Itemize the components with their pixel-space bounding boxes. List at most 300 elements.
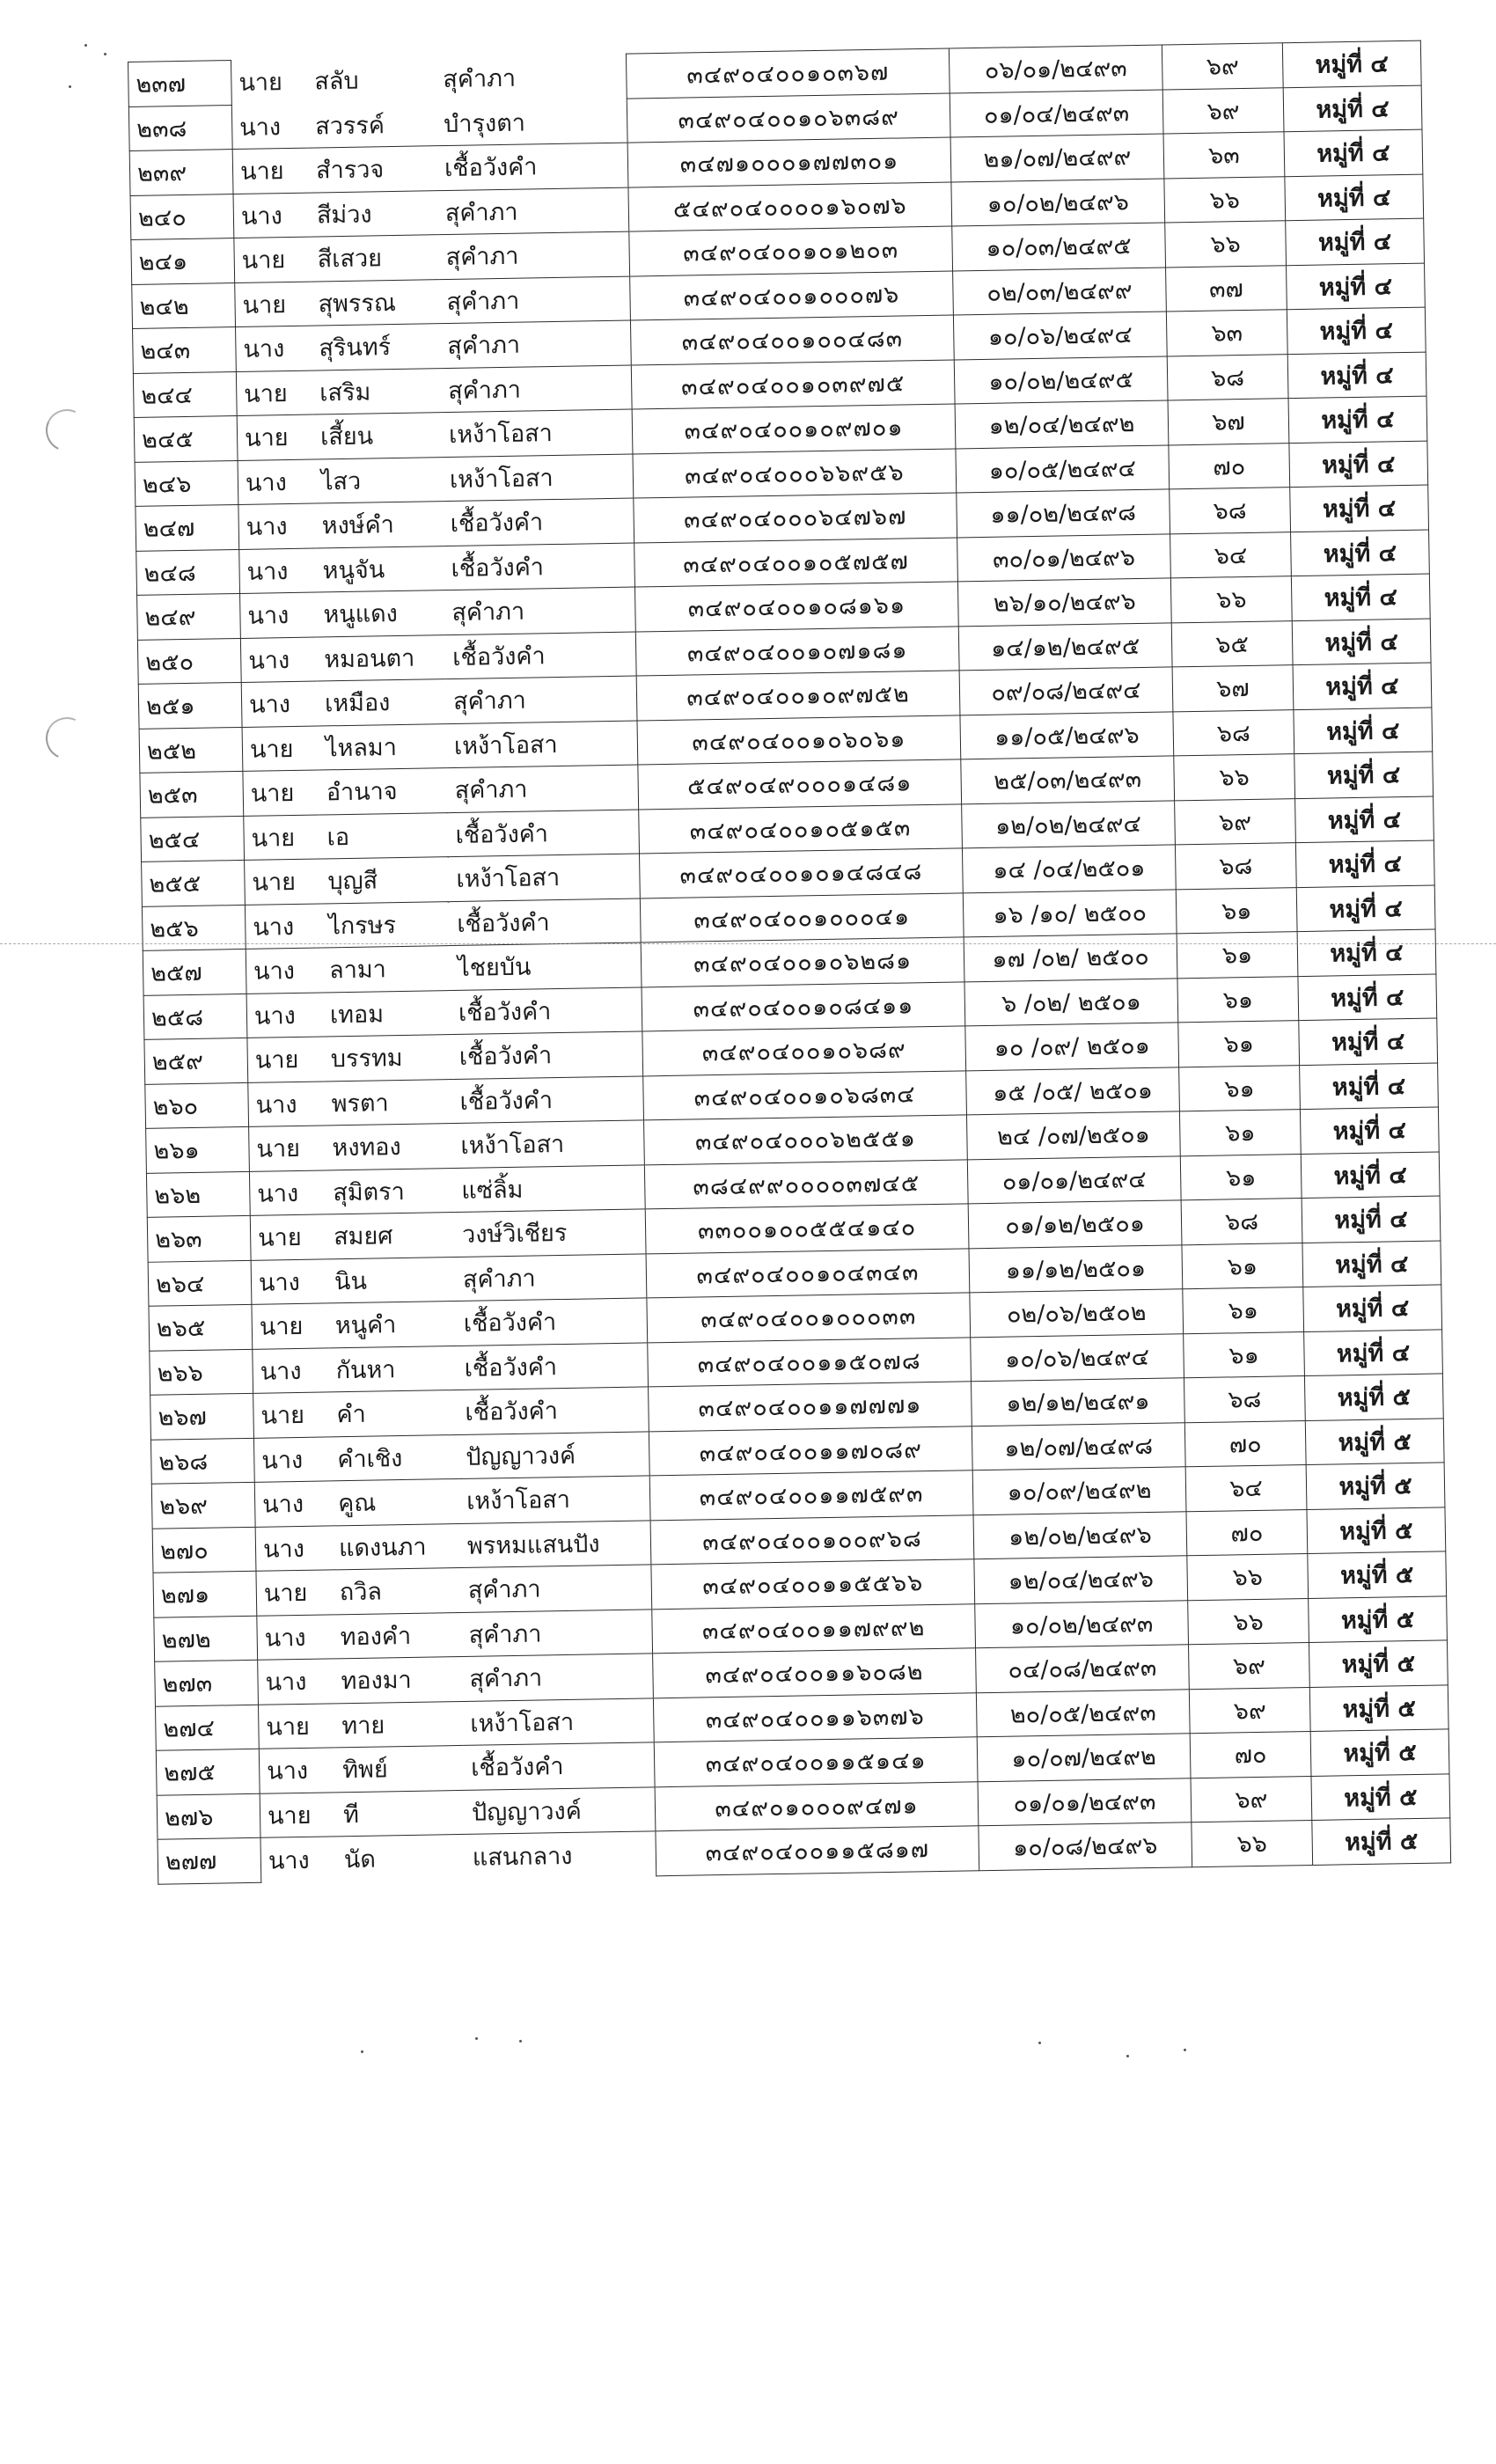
village-number-cell: หมู่ที่ ๔: [1304, 1329, 1443, 1375]
first-name-cell: เสริม: [312, 368, 442, 414]
name-title-cell: นาง: [253, 1347, 329, 1393]
birth-date-cell: ๐๒/๐๖/๒๕๐๒: [970, 1289, 1184, 1338]
birth-date-cell: ๑๐/๐๓/๒๔๙๕: [952, 223, 1166, 271]
first-name-cell: สลับ: [314, 67, 359, 96]
age-cell: ๖๖: [1165, 221, 1287, 268]
citizen-id-cell: ๓๔๙๐๔๐๐๑๐๐๔๘๓: [630, 315, 954, 365]
last-name-cell: เหง้าโอสา: [442, 409, 633, 457]
first-name-cell: หนูแดง: [316, 590, 445, 637]
age-cell: ๖๘: [1173, 709, 1294, 756]
age-cell: ๖๑: [1176, 887, 1297, 934]
citizen-id-cell: ๓๔๙๐๔๐๐๑๑๖๐๘๒: [653, 1648, 977, 1698]
name-title-cell: นาง: [251, 1258, 327, 1304]
row-number-cell: ๒๕๑: [138, 682, 242, 728]
binder-punch-hole: [40, 403, 94, 458]
village-number-cell: หมู่ที่ ๔: [1301, 1151, 1440, 1198]
last-name-cell: สุคำภา: [443, 64, 517, 94]
village-number-cell: หมู่ที่ ๔: [1291, 574, 1430, 620]
roster-table-body: [128, 40, 1451, 1884]
last-name-cell: พรหมแสนปัง: [460, 1520, 651, 1567]
last-name-cell: เชื้อวังคำ: [443, 498, 634, 546]
scan-speck: [84, 44, 87, 47]
citizen-id-cell: ๓๔๙๐๔๐๐๑๑๗๗๗๑: [649, 1382, 972, 1432]
row-number-cell: ๒๕๖: [142, 905, 246, 950]
citizen-id-cell: ๓๔๙๐๔๐๐๐๖๖๙๕๖: [633, 448, 957, 498]
last-name-cell: สุคำภา: [447, 765, 638, 812]
birth-date-cell: ๒๕/๐๓/๒๔๙๓: [961, 756, 1175, 804]
first-name-cell: คำ: [329, 1390, 458, 1436]
age-cell: ๖๑: [1182, 1243, 1303, 1289]
first-name-cell: ทาย: [334, 1701, 464, 1748]
birth-date-cell: ๑๖ /๑๐/ ๒๕๐๐: [963, 889, 1177, 937]
first-name-cell: สีเสวย: [310, 235, 439, 282]
row-number-cell: ๒๔๓: [133, 327, 237, 373]
age-cell: ๖๖: [1170, 576, 1292, 623]
row-number-cell: ๒๖๓: [147, 1215, 251, 1261]
name-title-cell: นาง: [238, 503, 315, 549]
name-title-cell: นาง: [253, 1436, 330, 1482]
birth-date-cell: ๑๐/๐๘/๒๔๙๖: [979, 1822, 1192, 1871]
village-number-cell: หมู่ที่ ๕: [1310, 1729, 1449, 1776]
row-number-cell: ๒๖๑: [146, 1126, 250, 1172]
citizen-id-cell: ๓๔๙๐๔๐๐๑๑๗๕๙๓: [649, 1470, 973, 1521]
citizen-id-cell: ๓๔๙๐๔๐๐๐๖๒๕๕๑: [644, 1115, 968, 1165]
first-name-cell: หงทอง: [325, 1124, 454, 1170]
village-number-cell: หมู่ที่ ๔: [1299, 1018, 1438, 1065]
name-title-cell: นาย: [253, 1392, 330, 1438]
row-number-cell: ๒๔๗: [136, 504, 239, 550]
citizen-id-cell: ๓๔๙๐๔๐๐๐๖๔๗๖๗: [634, 493, 957, 543]
row-number-cell: ๒๗๒: [154, 1616, 258, 1661]
last-name-cell: แซ่ลิ้ม: [454, 1164, 645, 1212]
citizen-id-cell: ๓๔๙๐๔๐๐๑๑๕๐๗๘: [648, 1337, 972, 1387]
village-number-cell: หมู่ที่ ๔: [1286, 218, 1425, 265]
birth-date-cell: ๒๑/๐๗/๒๔๙๙: [950, 134, 1164, 182]
name-title-cell: นาง: [255, 1525, 332, 1571]
age-cell: ๖๙: [1175, 798, 1296, 845]
first-name-cell: ไหลมา: [319, 723, 448, 770]
citizen-id-cell: ๓๔๙๐๔๐๐๑๐๐๐๗๖: [630, 270, 954, 320]
age-cell: ๖๑: [1184, 1331, 1305, 1378]
age-cell: ๖๖: [1174, 754, 1295, 801]
first-name-cell: นัด: [343, 1845, 377, 1874]
birth-date-cell: ๐๑/๐๑/๒๔๙๓: [978, 1778, 1192, 1826]
name-title-cell: นาย: [243, 770, 319, 816]
last-name-cell: วงษ์วิเชียร: [455, 1209, 646, 1257]
birth-date-cell: ๐๙/๐๘/๒๔๙๔: [959, 667, 1173, 715]
last-name-cell: ปัญญาวงค์: [458, 1431, 649, 1478]
first-name-cell: อำนาจ: [319, 768, 448, 815]
row-number-cell: ๒๖๐: [145, 1082, 249, 1128]
citizen-id-cell: ๓๔๙๐๔๐๐๑๐๐๐๔๑: [640, 892, 964, 942]
scan-speck: [361, 2050, 363, 2053]
village-number-cell: หมู่ที่ ๔: [1287, 352, 1426, 399]
first-name-cell: ไกรษร: [321, 901, 451, 948]
birth-date-cell: ๐๑/๑๒/๒๕๐๑: [968, 1200, 1182, 1249]
birth-date-cell: ๐๔/๐๘/๒๔๙๓: [976, 1645, 1190, 1693]
village-number-cell: หมู่ที่ ๔: [1285, 174, 1424, 221]
first-name-cell: เทอม: [323, 990, 452, 1037]
birth-date-cell: ๐๖/๐๑/๒๔๙๓: [949, 45, 1162, 93]
last-name-cell: แสนกลาง: [472, 1842, 573, 1872]
row-number-cell: ๒๖๘: [150, 1438, 254, 1484]
last-name-cell: สุคำภา: [446, 676, 637, 723]
first-name-cell: ทิพย์: [335, 1745, 465, 1792]
name-title-cell: นาย: [252, 1303, 328, 1349]
citizen-id-cell: ๓๔๙๐๔๐๐๑๐๓๖๗: [626, 48, 950, 99]
citizen-id-cell: ๓๔๙๐๔๐๐๑๐๖๒๘๑: [641, 937, 964, 987]
row-number-cell: ๒๗๔: [155, 1705, 259, 1750]
row-number-cell: ๒๔๘: [136, 549, 240, 595]
age-cell: ๖๑: [1183, 1287, 1304, 1334]
last-name-cell: สุคำภา: [438, 231, 629, 279]
village-number-cell: หมู่ที่ ๔: [1294, 708, 1433, 754]
citizen-id-cell: ๓๔๙๐๔๐๐๑๐๖๘๙: [642, 1026, 966, 1076]
citizen-id-cell: ๓๔๙๐๔๐๐๑๑๗๙๙๒: [652, 1603, 976, 1654]
citizen-id-cell: ๓๔๙๐๔๐๐๑๐๖๘๓๔: [643, 1070, 967, 1120]
village-number-cell: หมู่ที่ ๔: [1292, 619, 1431, 665]
first-name-cell: นิน: [327, 1257, 457, 1303]
birth-date-cell: ๑๗ /๐๒/ ๒๕๐๐: [964, 934, 1177, 982]
birth-date-cell: ๑๒/๐๒/๒๔๙๖: [973, 1511, 1187, 1559]
first-name-cell: เหมือง: [318, 679, 447, 726]
row-number-cell: ๒๔๑: [131, 238, 235, 284]
last-name-cell: สุคำภา: [462, 1654, 653, 1701]
village-number-cell: หมู่ที่ ๕: [1312, 1818, 1451, 1865]
last-name-cell: เชื้อวังคำ: [437, 143, 628, 190]
row-number-cell: ๒๓๗: [128, 61, 232, 106]
row-number-cell: ๒๖๕: [149, 1304, 253, 1350]
age-cell: ๖๘: [1167, 354, 1288, 400]
last-name-cell: เหง้าโอสา: [459, 1476, 650, 1523]
birth-date-cell: ๑๐/๐๒/๒๔๙๕: [954, 356, 1168, 404]
name-title-cell: นาย: [250, 1214, 326, 1260]
scan-speck: [1126, 2055, 1129, 2057]
citizen-id-cell: ๓๔๙๐๔๐๐๑๑๖๓๗๖: [653, 1692, 977, 1742]
last-name-cell: เชื้อวังคำ: [452, 1075, 643, 1123]
village-number-cell: หมู่ที่ ๕: [1304, 1374, 1443, 1420]
row-number-cell: ๒๔๖: [135, 460, 238, 506]
last-name-cell: เหง้าโอสา: [463, 1698, 654, 1745]
last-name-cell: สุคำภา: [460, 1565, 651, 1612]
roster-table-container: [128, 42, 1419, 1884]
citizen-id-cell: ๓๔๙๐๔๐๐๑๐๐๙๖๘: [650, 1514, 974, 1565]
name-title-cell: นาย: [247, 1037, 324, 1082]
birth-date-cell: ๑๐/๐๕/๒๔๙๔: [956, 444, 1170, 493]
last-name-cell: เหง้าโอสา: [453, 1120, 644, 1168]
name-title-cell: นาง: [233, 193, 310, 238]
name-title-cell: นาง: [246, 992, 323, 1038]
name-title-cell: นาย: [234, 237, 311, 282]
citizen-id-cell: ๓๔๙๐๔๐๐๑๑๕๘๑๗: [656, 1826, 979, 1876]
row-number-cell: ๒๗๓: [155, 1660, 259, 1705]
birth-date-cell: ๑๐/๐๖/๒๔๙๔: [971, 1333, 1184, 1382]
row-number-cell: ๒๔๕: [134, 415, 238, 461]
village-number-cell: หมู่ที่ ๔: [1302, 1196, 1441, 1243]
age-cell: ๖๙: [1189, 1687, 1310, 1734]
birth-date-cell: ๑๒/๐๒/๒๔๙๔: [962, 800, 1176, 848]
age-cell: ๖๑: [1177, 932, 1298, 979]
first-name-cell: หมอนตา: [317, 634, 446, 681]
village-number-cell: หมู่ที่ ๕: [1309, 1684, 1448, 1731]
name-title-cell: นาย: [236, 370, 312, 416]
village-number-cell: หมู่ที่ ๔: [1295, 796, 1434, 843]
name-title-cell: นาง: [268, 1846, 310, 1875]
age-cell: ๖๑: [1180, 1154, 1302, 1200]
name-title-cell: นาย: [244, 814, 320, 860]
row-number-cell: ๒๕๓: [140, 771, 244, 817]
citizen-id-cell: ๓๔๙๐๔๐๐๑๐๘๔๑๑: [642, 981, 965, 1031]
birth-date-cell: ๒๖/๑๐/๒๔๙๖: [957, 578, 1171, 627]
age-cell: ๗๐: [1169, 443, 1290, 489]
village-number-cell: หมู่ที่ ๔: [1290, 485, 1429, 532]
age-cell: ๖๔: [1185, 1465, 1307, 1512]
village-number-cell: หมู่ที่ ๕: [1308, 1551, 1447, 1598]
last-name-cell: สุคำภา: [456, 1253, 647, 1301]
first-name-cell: สมยศ: [326, 1213, 456, 1259]
age-cell: ๖๑: [1179, 1065, 1301, 1111]
village-number-cell: หมู่ที่ ๔: [1287, 307, 1426, 354]
row-number-cell: ๒๗๐: [152, 1527, 256, 1573]
age-cell: ๖๖: [1164, 176, 1286, 223]
age-cell: ๖๘: [1184, 1376, 1305, 1423]
name-title-cell: นาย: [242, 726, 319, 772]
last-name-cell: สุคำภา: [440, 320, 631, 368]
village-number-cell: หมู่ที่ ๔: [1302, 1240, 1441, 1287]
village-number-cell: หมู่ที่ ๕: [1305, 1418, 1444, 1464]
last-name-cell: เหง้าโอสา: [442, 454, 633, 502]
row-number-cell: ๒๕๔: [141, 816, 245, 862]
citizen-id-cell: ๓๔๙๐๔๐๐๑๐๔๓๔๓: [646, 1248, 970, 1298]
binder-punch-hole: [40, 711, 94, 766]
first-name-cell: ลามา: [322, 946, 451, 993]
first-name-cell: หนูจัน: [315, 546, 444, 592]
first-name-cell: หงษ์คำ: [314, 502, 444, 548]
birth-date-cell: ๑๕ /๐๕/ ๒๕๐๑: [966, 1067, 1180, 1115]
age-cell: ๖๗: [1172, 665, 1294, 712]
row-number-cell: ๒๖๙: [151, 1482, 255, 1528]
birth-date-cell: ๑๐/๐๙/๒๔๙๒: [972, 1467, 1186, 1515]
age-cell: ๖๑: [1178, 1021, 1300, 1067]
last-name-cell: ไชยบัน: [451, 942, 642, 990]
citizen-id-cell: ๓๔๗๑๐๐๐๑๗๗๓๐๑: [627, 137, 951, 187]
citizen-id-cell: ๓๔๙๐๔๐๐๑๐๑๔๘๔๘: [640, 848, 964, 898]
citizen-id-cell: ๓๔๙๐๔๐๐๑๐๓๙๗๕: [631, 359, 955, 409]
name-title-cell: นาง: [254, 1481, 331, 1527]
age-cell: ๗๐: [1190, 1731, 1311, 1778]
birth-date-cell: ๐๑/๐๑/๒๔๙๔: [967, 1155, 1181, 1204]
village-number-cell: หมู่ที่ ๔: [1300, 1062, 1439, 1109]
village-number-cell: หมู่ที่ ๔: [1297, 929, 1436, 976]
first-name-cell: สำรวจ: [309, 146, 438, 193]
age-cell: ๖๘: [1175, 843, 1296, 890]
last-name-cell: สุคำภา: [437, 187, 628, 235]
name-title-cell: นาง: [236, 326, 312, 371]
birth-date-cell: ๑๒/๐๗/๒๔๙๘: [972, 1422, 1185, 1470]
last-name-cell: สุคำภา: [439, 276, 630, 324]
age-cell: ๖๘: [1181, 1199, 1302, 1245]
name-title-cell: นาง: [257, 1614, 334, 1660]
citizen-id-cell: ๓๔๙๐๔๐๐๑๐๙๗๕๒: [636, 671, 960, 721]
first-name-cell: ทองคำ: [333, 1612, 462, 1659]
village-number-cell: หมู่ที่ ๔: [1293, 663, 1432, 709]
last-name-cell: สุคำภา: [441, 365, 632, 413]
age-cell: ๖๘: [1170, 488, 1291, 534]
citizen-id-cell: ๓๔๙๐๔๐๐๑๐๗๑๘๑: [635, 626, 959, 676]
row-number-cell: ๒๕๒: [139, 727, 243, 773]
citizen-id-cell: ๕๔๙๐๔๐๐๐๐๑๖๐๗๖: [628, 182, 952, 232]
citizen-id-cell: ๓๔๙๐๔๐๐๑๐๙๗๐๑: [632, 404, 956, 454]
citizen-id-cell: ๓๔๙๐๔๐๐๑๐๘๑๖๑: [634, 582, 958, 632]
last-name-cell: เชื้อวังคำ: [457, 1342, 648, 1390]
name-title-cell: นาง: [248, 1081, 325, 1126]
birth-date-cell: ๑๒/๐๔/๒๔๙๒: [955, 400, 1169, 449]
last-name-cell: สุคำภา: [461, 1609, 652, 1656]
last-name-cell: เชื้อวังคำ: [445, 632, 636, 679]
age-cell: ๖๓: [1166, 310, 1287, 356]
row-number-cell: ๒๗๗: [158, 1837, 261, 1883]
village-number-cell: หมู่ที่ ๔: [1303, 1285, 1442, 1331]
citizen-id-cell: ๕๔๙๐๔๙๐๐๐๑๔๘๑: [638, 759, 962, 810]
village-number-cell: หมู่ที่ ๔: [1284, 129, 1423, 176]
scan-speck: [104, 53, 106, 55]
last-name-cell: เชื้อวังคำ: [451, 1031, 642, 1079]
name-title-cell: นาง: [259, 1748, 335, 1793]
first-name-cell: ไสว: [314, 457, 444, 503]
first-name-cell: สวรรค์: [308, 101, 437, 148]
name-title-cell: นาย: [235, 282, 312, 327]
name-title-cell: นาย: [237, 414, 313, 460]
birth-date-cell: ๒๐/๐๕/๒๔๙๓: [976, 1689, 1190, 1737]
row-number-cell: ๒๔๒: [132, 282, 236, 328]
village-number-cell: หมู่ที่ ๔: [1287, 263, 1426, 310]
row-number-cell: ๒๕๗: [143, 949, 246, 994]
name-title-cell: นาย: [238, 69, 283, 98]
name-title-cell: นาย: [249, 1126, 326, 1171]
last-name-cell: เชื้อวังคำ: [456, 1298, 647, 1346]
last-name-cell: เชื้อวังคำ: [444, 543, 634, 590]
first-name-cell: ทองมา: [334, 1656, 463, 1703]
first-name-cell: เอ: [319, 812, 449, 859]
village-number-cell: หมู่ที่ ๔: [1295, 840, 1434, 887]
birth-date-cell: ๑๒/๑๒/๒๔๙๑: [971, 1378, 1184, 1426]
citizen-id-cell: ๓๔๙๐๔๐๐๑๐๖๓๘๙: [627, 93, 950, 143]
first-name-cell: สุรินทร์: [312, 324, 441, 370]
citizen-id-cell: ๓๓๐๐๑๐๐๕๕๔๑๔๐: [645, 1204, 969, 1254]
age-cell: ๖๖: [1187, 1554, 1309, 1601]
name-title-cell: นาย: [260, 1792, 336, 1837]
first-name-cell: หนูคำ: [327, 1302, 457, 1348]
birth-date-cell: ๑๔ /๐๔/๒๕๐๑: [962, 845, 1176, 893]
first-name-cell: กันหา: [328, 1346, 458, 1392]
row-number-cell: ๒๗๖: [157, 1793, 260, 1839]
village-number-cell: หมู่ที่ ๔: [1300, 1107, 1439, 1154]
birth-date-cell: ๑๐/๐๒/๒๔๙๓: [975, 1600, 1189, 1648]
age-cell: ๖๓: [1163, 132, 1285, 179]
village-number-cell: หมู่ที่ ๔: [1288, 396, 1427, 443]
age-cell: ๖๙: [1191, 1776, 1312, 1822]
name-title-cell: นาง: [246, 948, 322, 994]
village-number-cell: หมู่ที่ ๕: [1309, 1595, 1448, 1642]
first-name-cell: สุพรรณ: [311, 279, 440, 326]
first-name-cell: ที: [336, 1790, 466, 1837]
village-number-cell: หมู่ที่ ๔: [1289, 441, 1428, 488]
birth-date-cell: ๑๑/๐๒/๒๔๙๘: [957, 489, 1170, 538]
last-name-cell: สุคำภา: [444, 587, 635, 634]
age-cell: ๖๑: [1179, 1110, 1301, 1156]
row-number-cell: ๒๖๒: [146, 1171, 250, 1217]
first-name-cell: แดงนภา: [332, 1523, 461, 1570]
first-name-cell: คูณ: [331, 1478, 460, 1525]
citizen-id-cell: ๓๔๙๐๔๐๐๑๐๕๑๕๓: [639, 803, 963, 854]
citizen-id-cell: ๓๔๙๐๔๐๐๑๑๕๑๔๑: [654, 1737, 978, 1787]
village-number-cell: หมู่ที่ ๔: [1294, 752, 1434, 798]
birth-date-cell: ๓๐/๐๑/๒๔๙๖: [957, 533, 1171, 582]
row-number-cell: ๒๕๕: [142, 860, 246, 906]
name-title-cell: นาง: [241, 681, 318, 727]
name-title-cell: นาง: [240, 637, 317, 683]
name-title-cell: นาง: [238, 459, 314, 505]
age-cell: ๖๙: [1162, 43, 1283, 90]
name-title-cell: นาง: [240, 592, 317, 638]
name-title-cell: นาง: [231, 104, 308, 150]
name-title-cell: นาย: [258, 1703, 334, 1749]
scan-fold-line: [0, 943, 1496, 944]
age-cell: ๖๖: [1192, 1820, 1313, 1866]
birth-date-cell: ๑๐/๐๖/๒๔๙๔: [953, 312, 1167, 360]
village-number-cell: หมู่ที่ ๕: [1307, 1507, 1446, 1553]
name-title-cell: นาง: [239, 548, 316, 594]
village-number-cell: หมู่ที่ ๕: [1311, 1773, 1450, 1820]
first-name-cell: เสี้ยน: [313, 413, 443, 459]
birth-date-cell: ๐๑/๐๔/๒๔๙๓: [950, 90, 1163, 138]
row-number-cell: ๒๕๘: [143, 994, 247, 1039]
citizen-id-cell: ๓๔๙๐๔๐๐๑๑๕๕๖๖: [651, 1559, 975, 1610]
village-number-cell: หมู่ที่ ๔: [1298, 973, 1437, 1020]
name-title-cell: นาง: [245, 903, 321, 949]
scan-speck: [1038, 2042, 1041, 2044]
name-title-cell: นาง: [258, 1659, 334, 1705]
age-cell: ๗๐: [1186, 1509, 1308, 1556]
row-number-cell: ๒๔๙: [137, 593, 241, 639]
row-number-cell: ๒๖๔: [148, 1260, 252, 1306]
citizen-id-cell: ๓๔๙๐๔๐๐๑๑๗๐๘๙: [649, 1426, 972, 1476]
age-cell: ๗๐: [1184, 1420, 1306, 1467]
first-name-cell: คำเชิง: [330, 1434, 459, 1481]
age-cell: ๖๙: [1162, 87, 1284, 134]
last-name-cell: ปัญญาวงค์: [465, 1786, 656, 1834]
row-number-cell: ๒๕๐: [137, 638, 241, 684]
age-cell: ๖๔: [1170, 532, 1292, 578]
age-cell: ๖๙: [1188, 1642, 1309, 1689]
scan-speck: [69, 85, 71, 88]
village-number-cell: หมู่ที่ ๕: [1309, 1640, 1448, 1687]
citizen-id-cell: ๓๔๙๐๔๐๐๑๐๐๐๓๓: [647, 1293, 971, 1343]
age-cell: ๖๕: [1171, 620, 1293, 667]
citizen-id-cell: ๓๘๔๙๙๐๐๐๐๓๗๔๕: [644, 1159, 968, 1209]
last-name-cell: เชื้อวังคำ: [458, 1387, 649, 1434]
row-number-cell: ๒๕๙: [144, 1038, 248, 1083]
birth-date-cell: ๑๔/๑๒/๒๔๙๕: [958, 622, 1172, 671]
last-name-cell: เหง้าโอสา: [449, 854, 640, 901]
first-name-cell: บุญสี: [320, 857, 450, 904]
citizen-id-cell: ๓๔๙๐๔๐๐๑๐๖๐๖๑: [637, 715, 961, 765]
citizen-id-cell: ๓๔๙๐๔๐๐๑๐๕๗๕๗: [634, 537, 958, 587]
birth-date-cell: ๐๒/๐๓/๒๔๙๙: [953, 267, 1167, 315]
birth-date-cell: ๒๔ /๐๗/๒๕๐๑: [966, 1111, 1180, 1160]
name-title-cell: นาย: [232, 148, 309, 194]
row-number-cell: ๒๗๑: [153, 1571, 257, 1617]
